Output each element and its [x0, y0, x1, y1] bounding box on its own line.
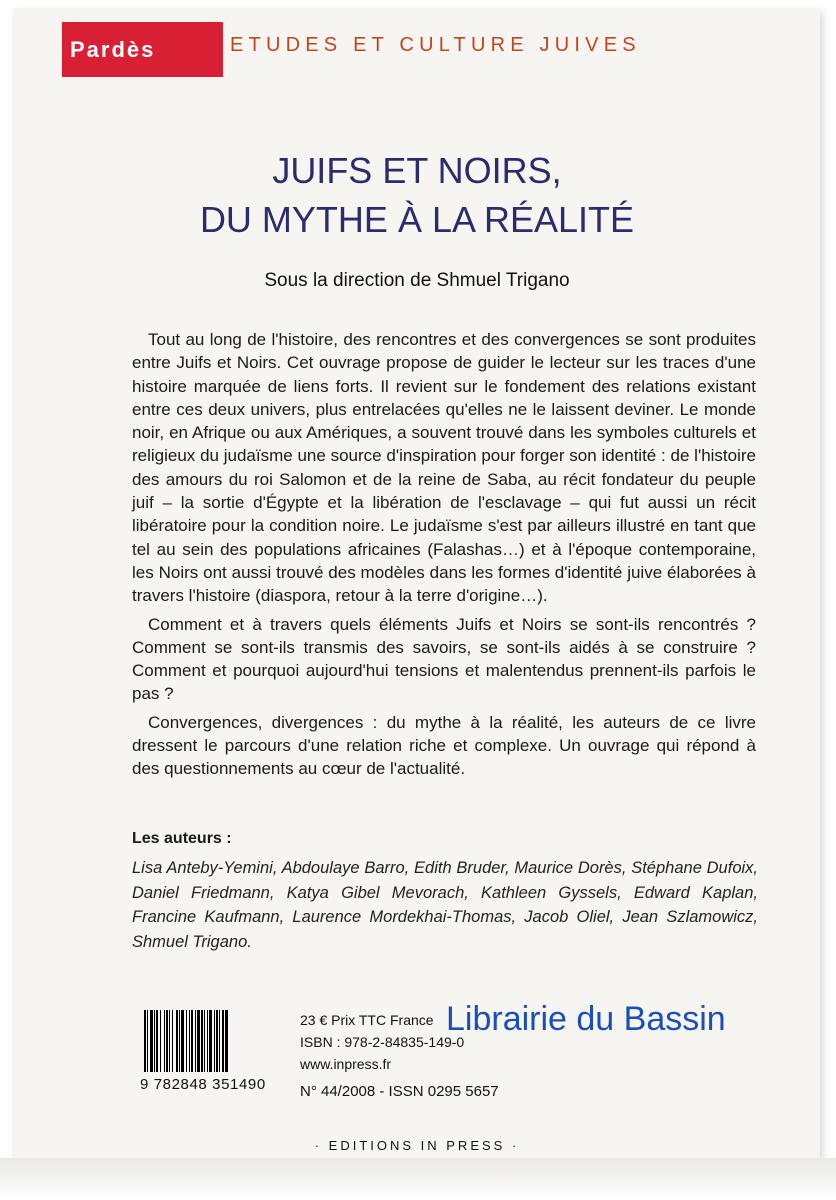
seller-watermark: Librairie du Bassin: [446, 1000, 726, 1038]
photo-background: [0, 1158, 836, 1200]
issn-line: N° 44/2008 - ISSN 0295 5657: [300, 1083, 499, 1100]
book-title-line-2: DU MYTHE À LA RÉALITÉ: [199, 199, 635, 240]
series-label: Pardès: [62, 22, 223, 77]
website: www.inpress.fr: [300, 1056, 392, 1072]
authors-heading: Les auteurs :: [132, 830, 232, 847]
barcode-bar: [228, 1010, 229, 1072]
authors-list: Lisa Anteby-Yemini, Abdoulaye Barro, Edith Bruder, Maurice Dorès, Stéphane Dufoix, Daniel Friedmann, Katya Gibel Mevorach, Kathleen Gyssels, Edward Kaplan, Francine Kaufmann, Laurence Mordekhai-Thomas, Jacob Oliel, Jean Szlamowicz, Shmuel Trigano.: [132, 859, 758, 951]
book-back-cover: [14, 8, 820, 1158]
barcode-number: 9 782848 351490: [140, 1076, 266, 1093]
editor-credit: Sous la direction de Shmuel Trigano: [264, 270, 570, 291]
blurb-paragraph: Convergences, divergences : du mythe à la réalité, les auteurs de ce livre dressent le parcours d'une relation riche et complexe. Un ouvrage qui répond à des questionnements au cœur de l'actualité.: [132, 712, 756, 779]
series-subtitle: ETUDES ET CULTURE JUIVES: [230, 34, 641, 56]
isbn: ISBN : 978-2-84835-149-0: [300, 1034, 465, 1050]
price: 23 € Prix TTC France: [300, 1012, 434, 1028]
publisher-name: · EDITIONS IN PRESS ·: [314, 1138, 520, 1153]
barcode: [144, 1010, 282, 1072]
blurb-paragraph: Comment et à travers quels éléments Juifs et Noirs se sont-ils rencontrés ? Comment se sont-ils transmis des savoirs, se sont-ils aidés à se construire ? Comment et pourquoi aujourd'hui tensions et malentendus prennent-ils parfois le pas ?: [132, 614, 756, 704]
book-title-line-1: JUIFS ET NOIRS,: [272, 150, 562, 191]
blurb-text: [132, 328, 756, 786]
barcode-bars: [144, 1010, 282, 1072]
blurb-paragraph: Tout au long de l'histoire, des rencontres et des convergences se sont produites entre Juifs et Noirs. Cet ouvrage propose de guider le lecteur sur les traces d'une histoire marquée de liens forts. Il revient sur le fondement des relations existant entre ces deux univers, plus entrelacées qu'elles ne le laissent deviner. Le monde noir, en Afrique ou aux Amériques, a souvent trouvé dans les symboles culturels et religieux du judaïsme une source d'inspiration pour forger son identité : de l'histoire des amours du roi Salomon et de la reine de Saba, au récit fondateur du peuple juif – la sortie d'Égypte et la libération de l'esclavage – qui fut aussi un récit libératoire pour la condition noire. Le judaïsme s'est par ailleurs illustré en tant que tel au sein des populations africaines (Falashas…) et à l'époque contemporaine, les Noirs ont aussi trouvé des modèles dans les formes d'identité juive élaborées à travers l'histoire (diaspora, retour à la terre d'origine…).: [132, 330, 756, 606]
